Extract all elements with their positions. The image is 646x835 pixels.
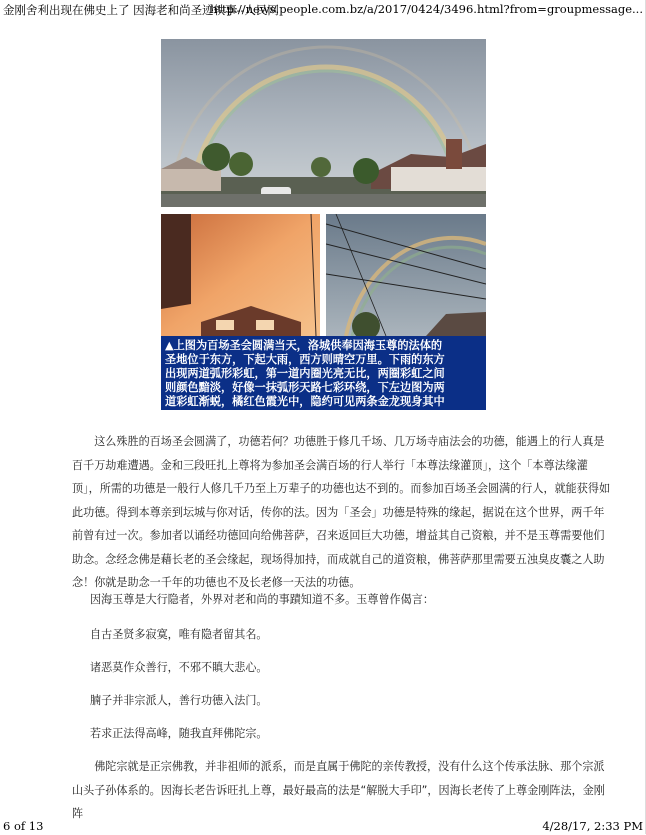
article-last-paragraph [72, 755, 612, 826]
photo-caption [161, 336, 486, 410]
article-intro: 因海玉尊是大行隐者，外界对老和尚的事蹟知道不多。玉尊曾作偈言： [90, 593, 434, 606]
orange-sunset-photo [161, 214, 320, 336]
caption-line: 则颜色黯淡，好像一抹弧形天路七彩环绕，下左边图为两 [165, 380, 445, 394]
caption-line: 圣地位于东方，下起大雨，西方则晴空万里。下雨的东方 [165, 352, 445, 366]
verse-line: 自古圣贤多寂寞，唯有隐者留其名。 [90, 628, 268, 641]
rainbow-street-photo [161, 39, 486, 207]
paragraph-text: 这么殊胜的百场圣会圆满了，功德若何？功德胜于修几千场、几万场寺庙法会的功德，能遇上的行人真是百千万劫难遭遇。金和三段旺扎上尊将为参加圣会满百场的行人举行「本尊法缘灌顶」，这个「本尊法缘灌顶」，所需的功德是一般行人修几千乃至上万辈子的功德也达不到的。而参加百场圣会圆满的行人，就能获得如此功德。得到本尊亲到坛城与你对话，传你的法。因为「圣会」功德是特殊的缘起，据说在这个世界，两千年前曾有过一次。参加者以诵经功德回向给佛菩萨，召来返回巨大功德，增益其自己资粮，并不是玉尊需要他们助念。念经念佛是藉长老的圣会缘起，现场得加持，而成就自己的道资粮，佛菩萨那里需要五浊臭皮囊之人助念！你就是助念一千年的功德也不及长老修一天法的功德。 [72, 435, 611, 589]
print-footer-datetime: 4/28/17, 2:33 PM [542, 819, 643, 833]
verse-line: 腩子并非宗派人，善行功德入法门。 [90, 694, 268, 707]
rainbow-power-lines-photo [326, 214, 486, 336]
print-header-title: 金刚舍利出现在佛史上了 因海老和尚圣迹轶事--人民网 [3, 3, 279, 17]
paragraph-text: 佛陀宗就是正宗佛教，并非祖师的派系，而是直属于佛陀的亲传教授，没有什么这个传承法脉、那个宗派山头子孙体系的。因海长老告诉旺扎上尊，最好最高的法是“解脱大手印”，因海长老传了上尊金刚阵法，金刚阵 [72, 760, 605, 820]
caption-line: 道彩虹渐蜕，橘红色霞光中，隐约可见两条金龙现身其中 [165, 394, 445, 408]
article-main-paragraph [72, 430, 612, 595]
print-footer-page: 6 of 13 [3, 819, 44, 833]
print-header-url[interactable]: http://news.people.com.bz/a/2017/0424/3496.html?from=groupmessage... [209, 2, 643, 16]
caption-line: ▲上图为百场圣会圆满当天，洛城供奉因海玉尊的法体的 [165, 338, 443, 352]
verse-line: 若求正法得高峰，随我直拜佛陀宗。 [90, 727, 268, 740]
caption-line: 出现两道弧形彩虹，第一道内圈光亮无比，两圈彩虹之间 [165, 366, 445, 380]
verse-line: 诸恶莫作众善行，不邪不瞋大悲心。 [90, 661, 268, 674]
